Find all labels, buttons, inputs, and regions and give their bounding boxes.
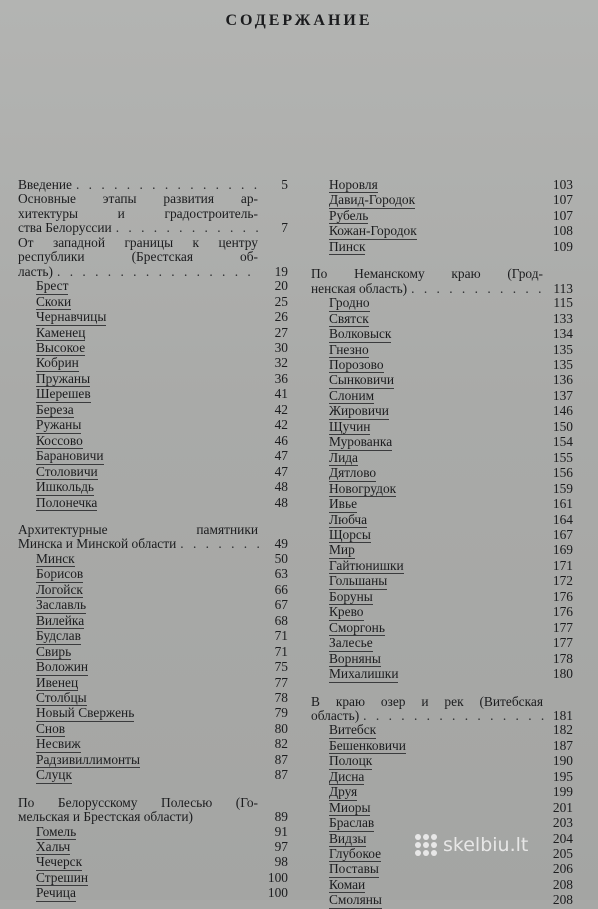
page-number: 169 xyxy=(552,542,573,558)
page-number: 150 xyxy=(552,418,573,434)
toc-subentry xyxy=(311,193,573,208)
toc-subentry xyxy=(18,737,288,752)
toc-subentry xyxy=(311,343,573,358)
toc-subentry-title: Мурованка xyxy=(329,434,393,450)
toc-subentry-title: Пинск xyxy=(329,238,366,254)
toc-subentry xyxy=(311,770,573,785)
toc-subentry xyxy=(311,373,573,388)
toc-subentry xyxy=(311,240,573,255)
page-number: 177 xyxy=(552,635,573,651)
page-number: 136 xyxy=(552,372,573,388)
toc-subentry-title: Глубокое xyxy=(329,846,382,862)
toc-subentry-title: Речица xyxy=(36,885,76,901)
leader-dots xyxy=(72,178,260,192)
toc-subentry-title: Ворняны xyxy=(329,650,381,666)
toc-subentry-title: Сынковичи xyxy=(329,372,395,388)
toc-subentry-title: Крево xyxy=(329,604,364,620)
page-number: 205 xyxy=(552,846,573,862)
page-number: 161 xyxy=(552,496,573,512)
toc-section xyxy=(18,523,288,552)
toc-subentry-title: Ружаны xyxy=(36,417,82,433)
toc-subentry-title: Минск xyxy=(36,550,75,566)
page-number: 20 xyxy=(274,278,288,294)
toc-subentry-title: Комаи xyxy=(329,876,366,892)
toc-subentry xyxy=(18,341,288,356)
toc-subentry xyxy=(311,466,573,481)
page-number: 50 xyxy=(274,550,288,566)
toc-subentry-title: Новогрудок xyxy=(329,480,397,496)
toc-subentry xyxy=(18,418,288,433)
toc-section xyxy=(18,178,288,192)
page-number: 172 xyxy=(552,573,573,589)
page-number: 134 xyxy=(552,326,573,342)
toc-subentry xyxy=(311,723,573,738)
toc-subentry-title: Гайтюнишки xyxy=(329,557,404,573)
page-number: 154 xyxy=(552,434,573,450)
toc-subentry-title: Дисна xyxy=(329,768,365,784)
toc-subentry xyxy=(18,753,288,768)
watermark xyxy=(415,834,528,856)
toc-column-right xyxy=(311,178,573,909)
toc-subentry xyxy=(311,590,573,605)
toc-subentry xyxy=(18,583,288,598)
page-number: 199 xyxy=(552,784,573,800)
watermark-text: skelbiu.lt xyxy=(443,834,529,856)
page-number: 42 xyxy=(274,401,288,417)
toc-subentry-title: Снов xyxy=(36,720,66,736)
toc-subentry xyxy=(311,420,573,435)
toc-section-title-line: Введение xyxy=(18,177,72,192)
toc-subentry-title: Гольшаны xyxy=(329,573,388,589)
toc-subentry-title: Слуцк xyxy=(36,767,72,783)
toc-subentry-title: Лида xyxy=(329,449,359,465)
toc-subentry-title: Сморгонь xyxy=(329,619,385,635)
toc-subentry xyxy=(18,691,288,706)
page-number: 63 xyxy=(274,566,288,582)
leader-dots xyxy=(176,537,260,551)
toc-subentry-title: Миоры xyxy=(329,799,371,815)
toc-subentry-title: Столбцы xyxy=(36,689,87,705)
toc-subentry xyxy=(311,636,573,651)
page-number: 208 xyxy=(552,876,573,892)
toc-subentry-title: Барановичи xyxy=(36,448,104,464)
page-number: 135 xyxy=(552,356,573,372)
page-number: 204 xyxy=(552,830,573,846)
page-number: 32 xyxy=(274,355,288,371)
page-number: 115 xyxy=(553,295,573,311)
toc-subentry-title: Щорсы xyxy=(329,526,371,542)
toc-section-title-line: Минска и Минской области xyxy=(18,536,177,552)
toc-subentry xyxy=(311,513,573,528)
page-number: 42 xyxy=(274,417,288,433)
toc-subentry-title: Шерешев xyxy=(36,386,91,402)
toc-subentry-title: Столовичи xyxy=(36,463,98,479)
page-number: 47 xyxy=(274,448,288,464)
toc-subentry-title: Смоляны xyxy=(329,892,382,908)
toc-subentry-title: Браслав xyxy=(329,815,375,831)
page-number: 195 xyxy=(552,768,573,784)
toc-column-left xyxy=(18,178,288,902)
toc-subentry xyxy=(311,667,573,682)
toc-subentry xyxy=(18,434,288,449)
toc-subentry-title: Вилейка xyxy=(36,612,85,628)
page-number: 87 xyxy=(274,751,288,767)
leader-dots xyxy=(53,265,260,279)
toc-subentry xyxy=(18,372,288,387)
toc-subentry-title: Порозово xyxy=(329,356,384,372)
toc-subentry-title: Береза xyxy=(36,401,74,417)
toc-subentry-title: Давид-Городок xyxy=(329,192,416,208)
page-number: 113 xyxy=(553,280,573,296)
toc-section-title-line: От западной границы к центру xyxy=(18,234,258,250)
toc-subentry-title: Хальч xyxy=(36,839,71,855)
page-number: 25 xyxy=(274,293,288,309)
toc-section-title-line: По Белорусскому Полесью (Го- xyxy=(18,794,258,810)
page-number: 71 xyxy=(274,643,288,659)
toc-section-title-line: мельская и Брестская области) xyxy=(18,809,193,825)
toc-subentry-title: Логойск xyxy=(36,581,83,597)
toc-subentry xyxy=(18,279,288,294)
toc-section-title-line: В краю озер и рек (Витебская xyxy=(311,693,543,709)
toc-subentry-title: Кожан-Городок xyxy=(329,223,417,239)
toc-subentry-title: Борисов xyxy=(36,566,84,582)
toc-subentry xyxy=(311,312,573,327)
toc-subentry xyxy=(311,209,573,224)
page-number: 135 xyxy=(552,341,573,357)
toc-subentry-title: Скоки xyxy=(36,293,72,309)
toc-subentry xyxy=(311,862,573,877)
toc-subentry-title: Любча xyxy=(329,511,368,527)
page-number: 48 xyxy=(274,494,288,510)
toc-subentry xyxy=(311,404,573,419)
toc-subentry xyxy=(311,482,573,497)
page-number: 49 xyxy=(274,536,288,552)
toc-subentry-title: Гнезно xyxy=(329,341,369,357)
toc-subentry xyxy=(18,676,288,691)
page-number: 30 xyxy=(274,339,288,355)
toc-subentry xyxy=(18,449,288,464)
toc-subentry xyxy=(18,356,288,371)
toc-subentry-title: Радзивиллимонты xyxy=(36,751,141,767)
toc-subentry-title: Залесье xyxy=(329,635,373,651)
toc-subentry xyxy=(311,327,573,342)
toc-section xyxy=(311,695,573,724)
skelbiu-logo-icon xyxy=(415,834,437,856)
toc-subentry-title: Ивье xyxy=(329,496,358,512)
page-number: 36 xyxy=(274,370,288,386)
toc-subentry xyxy=(311,528,573,543)
toc-subentry-title: Видзы xyxy=(329,830,367,846)
page-number: 201 xyxy=(552,799,573,815)
toc-subentry xyxy=(18,722,288,737)
toc-subentry-title: Брест xyxy=(36,278,69,294)
toc-section xyxy=(18,796,288,825)
toc-subentry xyxy=(18,295,288,310)
page-number: 82 xyxy=(274,736,288,752)
toc-subentry xyxy=(18,496,288,511)
page-title: СОДЕРЖАНИЕ xyxy=(225,12,373,29)
page-number: 164 xyxy=(552,511,573,527)
toc-subentry xyxy=(18,855,288,870)
toc-subentry-title: Святск xyxy=(329,310,369,326)
toc-subentry-title: Чечерск xyxy=(36,854,83,870)
page-number: 203 xyxy=(552,815,573,831)
toc-subentry xyxy=(18,706,288,721)
toc-subentry-title: Дятлово xyxy=(329,465,377,481)
toc-subentry-title: Высокое xyxy=(36,339,86,355)
toc-subentry-title: Воложин xyxy=(36,659,89,675)
page-number: 181 xyxy=(552,707,573,723)
toc-subentry-title: Пружаны xyxy=(36,370,91,386)
page-number: 156 xyxy=(552,465,573,481)
toc-subentry-title: Бешенковичи xyxy=(329,737,406,753)
page-number: 71 xyxy=(274,628,288,644)
page-number: 176 xyxy=(552,604,573,620)
page-number: 26 xyxy=(274,309,288,325)
toc-subentry-title: Будслав xyxy=(36,628,81,644)
toc-subentry-title: Норовля xyxy=(329,177,378,192)
page-number: 77 xyxy=(274,674,288,690)
toc-subentry xyxy=(311,178,573,193)
page-number: 190 xyxy=(552,753,573,769)
toc-section xyxy=(311,267,573,296)
toc-subentry xyxy=(18,629,288,644)
toc-subentry xyxy=(18,567,288,582)
toc-subentry-title: Полоцк xyxy=(329,753,373,769)
toc-subentry xyxy=(311,389,573,404)
page-number: 107 xyxy=(552,192,573,208)
toc-subentry xyxy=(18,825,288,840)
page-number: 109 xyxy=(552,238,573,254)
page-number: 187 xyxy=(552,737,573,753)
page-number: 171 xyxy=(552,557,573,573)
toc-subentry xyxy=(311,739,573,754)
page-number: 180 xyxy=(552,666,573,682)
page-number: 89 xyxy=(274,809,288,825)
page-number: 97 xyxy=(274,839,288,855)
page-number: 67 xyxy=(274,597,288,613)
toc-subentry-title: Кобрин xyxy=(36,355,79,371)
toc-subentry xyxy=(311,543,573,558)
toc-subentry-title: Рубель xyxy=(329,207,369,223)
page-number: 137 xyxy=(552,387,573,403)
toc-subentry-title: Волковыск xyxy=(329,326,392,342)
page-number: 75 xyxy=(274,659,288,675)
toc-subentry xyxy=(18,552,288,567)
page-number: 5 xyxy=(281,177,288,192)
page-number: 79 xyxy=(274,705,288,721)
toc-subentry xyxy=(18,465,288,480)
toc-subentry-title: Стрешин xyxy=(36,869,89,885)
toc-subentry xyxy=(18,387,288,402)
toc-subentry xyxy=(311,754,573,769)
page-number: 78 xyxy=(274,689,288,705)
page-number: 146 xyxy=(552,403,573,419)
toc-subentry-title: Заславль xyxy=(36,597,87,613)
page-number: 41 xyxy=(274,386,288,402)
toc-subentry-title: Новый Свержень xyxy=(36,705,135,721)
leader-dots xyxy=(407,282,545,296)
toc-subentry-title: Полонечка xyxy=(36,494,98,510)
page-number: 103 xyxy=(552,177,573,192)
page-number: 155 xyxy=(552,449,573,465)
toc-subentry xyxy=(311,451,573,466)
toc-subentry-title: Чернавчицы xyxy=(36,309,107,325)
toc-subentry xyxy=(18,645,288,660)
page-number: 108 xyxy=(552,223,573,239)
toc-subentry-title: Витебск xyxy=(329,722,377,738)
toc-subentry-title: Каменец xyxy=(36,324,86,340)
toc-subentry-title: Слоним xyxy=(329,387,375,403)
toc-subentry xyxy=(311,878,573,893)
leader-dots xyxy=(359,709,545,723)
toc-subentry-title: Несвиж xyxy=(36,736,81,752)
toc-subentry xyxy=(18,403,288,418)
page-number: 100 xyxy=(267,869,288,885)
toc-subentry xyxy=(18,614,288,629)
toc-subentry xyxy=(311,497,573,512)
toc-subentry xyxy=(18,768,288,783)
toc-subentry-title: Друя xyxy=(329,784,358,800)
toc-section-title-line: область) xyxy=(311,707,360,723)
toc-subentry-title: Гомель xyxy=(36,823,77,839)
toc-section-title-line: республики (Брестская об- xyxy=(18,249,258,265)
toc-subentry xyxy=(311,785,573,800)
toc-subentry-title: Свирь xyxy=(36,643,72,659)
toc-subentry xyxy=(18,310,288,325)
page-number: 159 xyxy=(552,480,573,496)
toc-subentry-title: Боруны xyxy=(329,588,373,604)
page-number: 133 xyxy=(552,310,573,326)
toc-section-title-line: хитектуры и градостроитель- xyxy=(18,205,258,221)
page-number: 47 xyxy=(274,463,288,479)
page-number: 178 xyxy=(552,650,573,666)
toc-subentry xyxy=(311,816,573,831)
toc-subentry xyxy=(311,652,573,667)
toc-section-title-line: ненская область) xyxy=(311,280,408,296)
toc-subentry xyxy=(311,559,573,574)
toc-subentry xyxy=(18,480,288,495)
toc-subentry-title: Мир xyxy=(329,542,355,558)
page-number: 66 xyxy=(274,581,288,597)
leader-dots xyxy=(112,221,260,235)
page-number: 87 xyxy=(274,767,288,783)
toc-section-title-line: Архитектурные памятники xyxy=(18,521,258,537)
toc-subentry xyxy=(18,871,288,886)
toc-subentry-title: Ишкольдь xyxy=(36,479,95,495)
page-number: 107 xyxy=(552,207,573,223)
toc-subentry xyxy=(18,840,288,855)
toc-section-title-line: Основные этапы развития ар- xyxy=(18,191,258,207)
page-number: 208 xyxy=(552,892,573,908)
page-number: 98 xyxy=(274,854,288,870)
toc-subentry-title: Поставы xyxy=(329,861,379,877)
page-number: 48 xyxy=(274,479,288,495)
page-number: 182 xyxy=(552,722,573,738)
page-number: 19 xyxy=(274,263,288,279)
page-number: 176 xyxy=(552,588,573,604)
toc-subentry xyxy=(18,326,288,341)
page-number: 177 xyxy=(552,619,573,635)
page-number: 206 xyxy=(552,861,573,877)
page-number: 46 xyxy=(274,432,288,448)
toc-subentry xyxy=(18,660,288,675)
toc-section xyxy=(18,236,288,279)
toc-subentry xyxy=(311,605,573,620)
toc-section-title-line: По Неманскому краю (Грод- xyxy=(311,266,543,282)
toc-section xyxy=(18,192,288,235)
page-number: 91 xyxy=(274,823,288,839)
toc-subentry xyxy=(311,358,573,373)
toc-subentry-title: Михалишки xyxy=(329,666,399,682)
toc-subentry xyxy=(311,893,573,908)
toc-subentry xyxy=(311,574,573,589)
page-number: 27 xyxy=(274,324,288,340)
page-number: 7 xyxy=(281,220,288,236)
toc-subentry-title: Коссово xyxy=(36,432,83,448)
page-number: 100 xyxy=(267,885,288,901)
page-number: 80 xyxy=(274,720,288,736)
toc-subentry xyxy=(311,621,573,636)
page-number: 68 xyxy=(274,612,288,628)
toc-subentry-title: Жировичи xyxy=(329,403,389,419)
toc-section-title-line: ласть) xyxy=(18,263,53,279)
toc-subentry-title: Гродно xyxy=(329,295,370,311)
toc-subentry xyxy=(18,598,288,613)
toc-subentry-title: Ивенец xyxy=(36,674,79,690)
toc-subentry-title: Щучин xyxy=(329,418,371,434)
toc-subentry xyxy=(311,435,573,450)
toc-subentry xyxy=(311,801,573,816)
toc-subentry xyxy=(311,224,573,239)
page-number: 167 xyxy=(552,526,573,542)
toc-section-title-line: ства Белоруссии xyxy=(18,220,112,236)
toc-subentry xyxy=(311,296,573,311)
